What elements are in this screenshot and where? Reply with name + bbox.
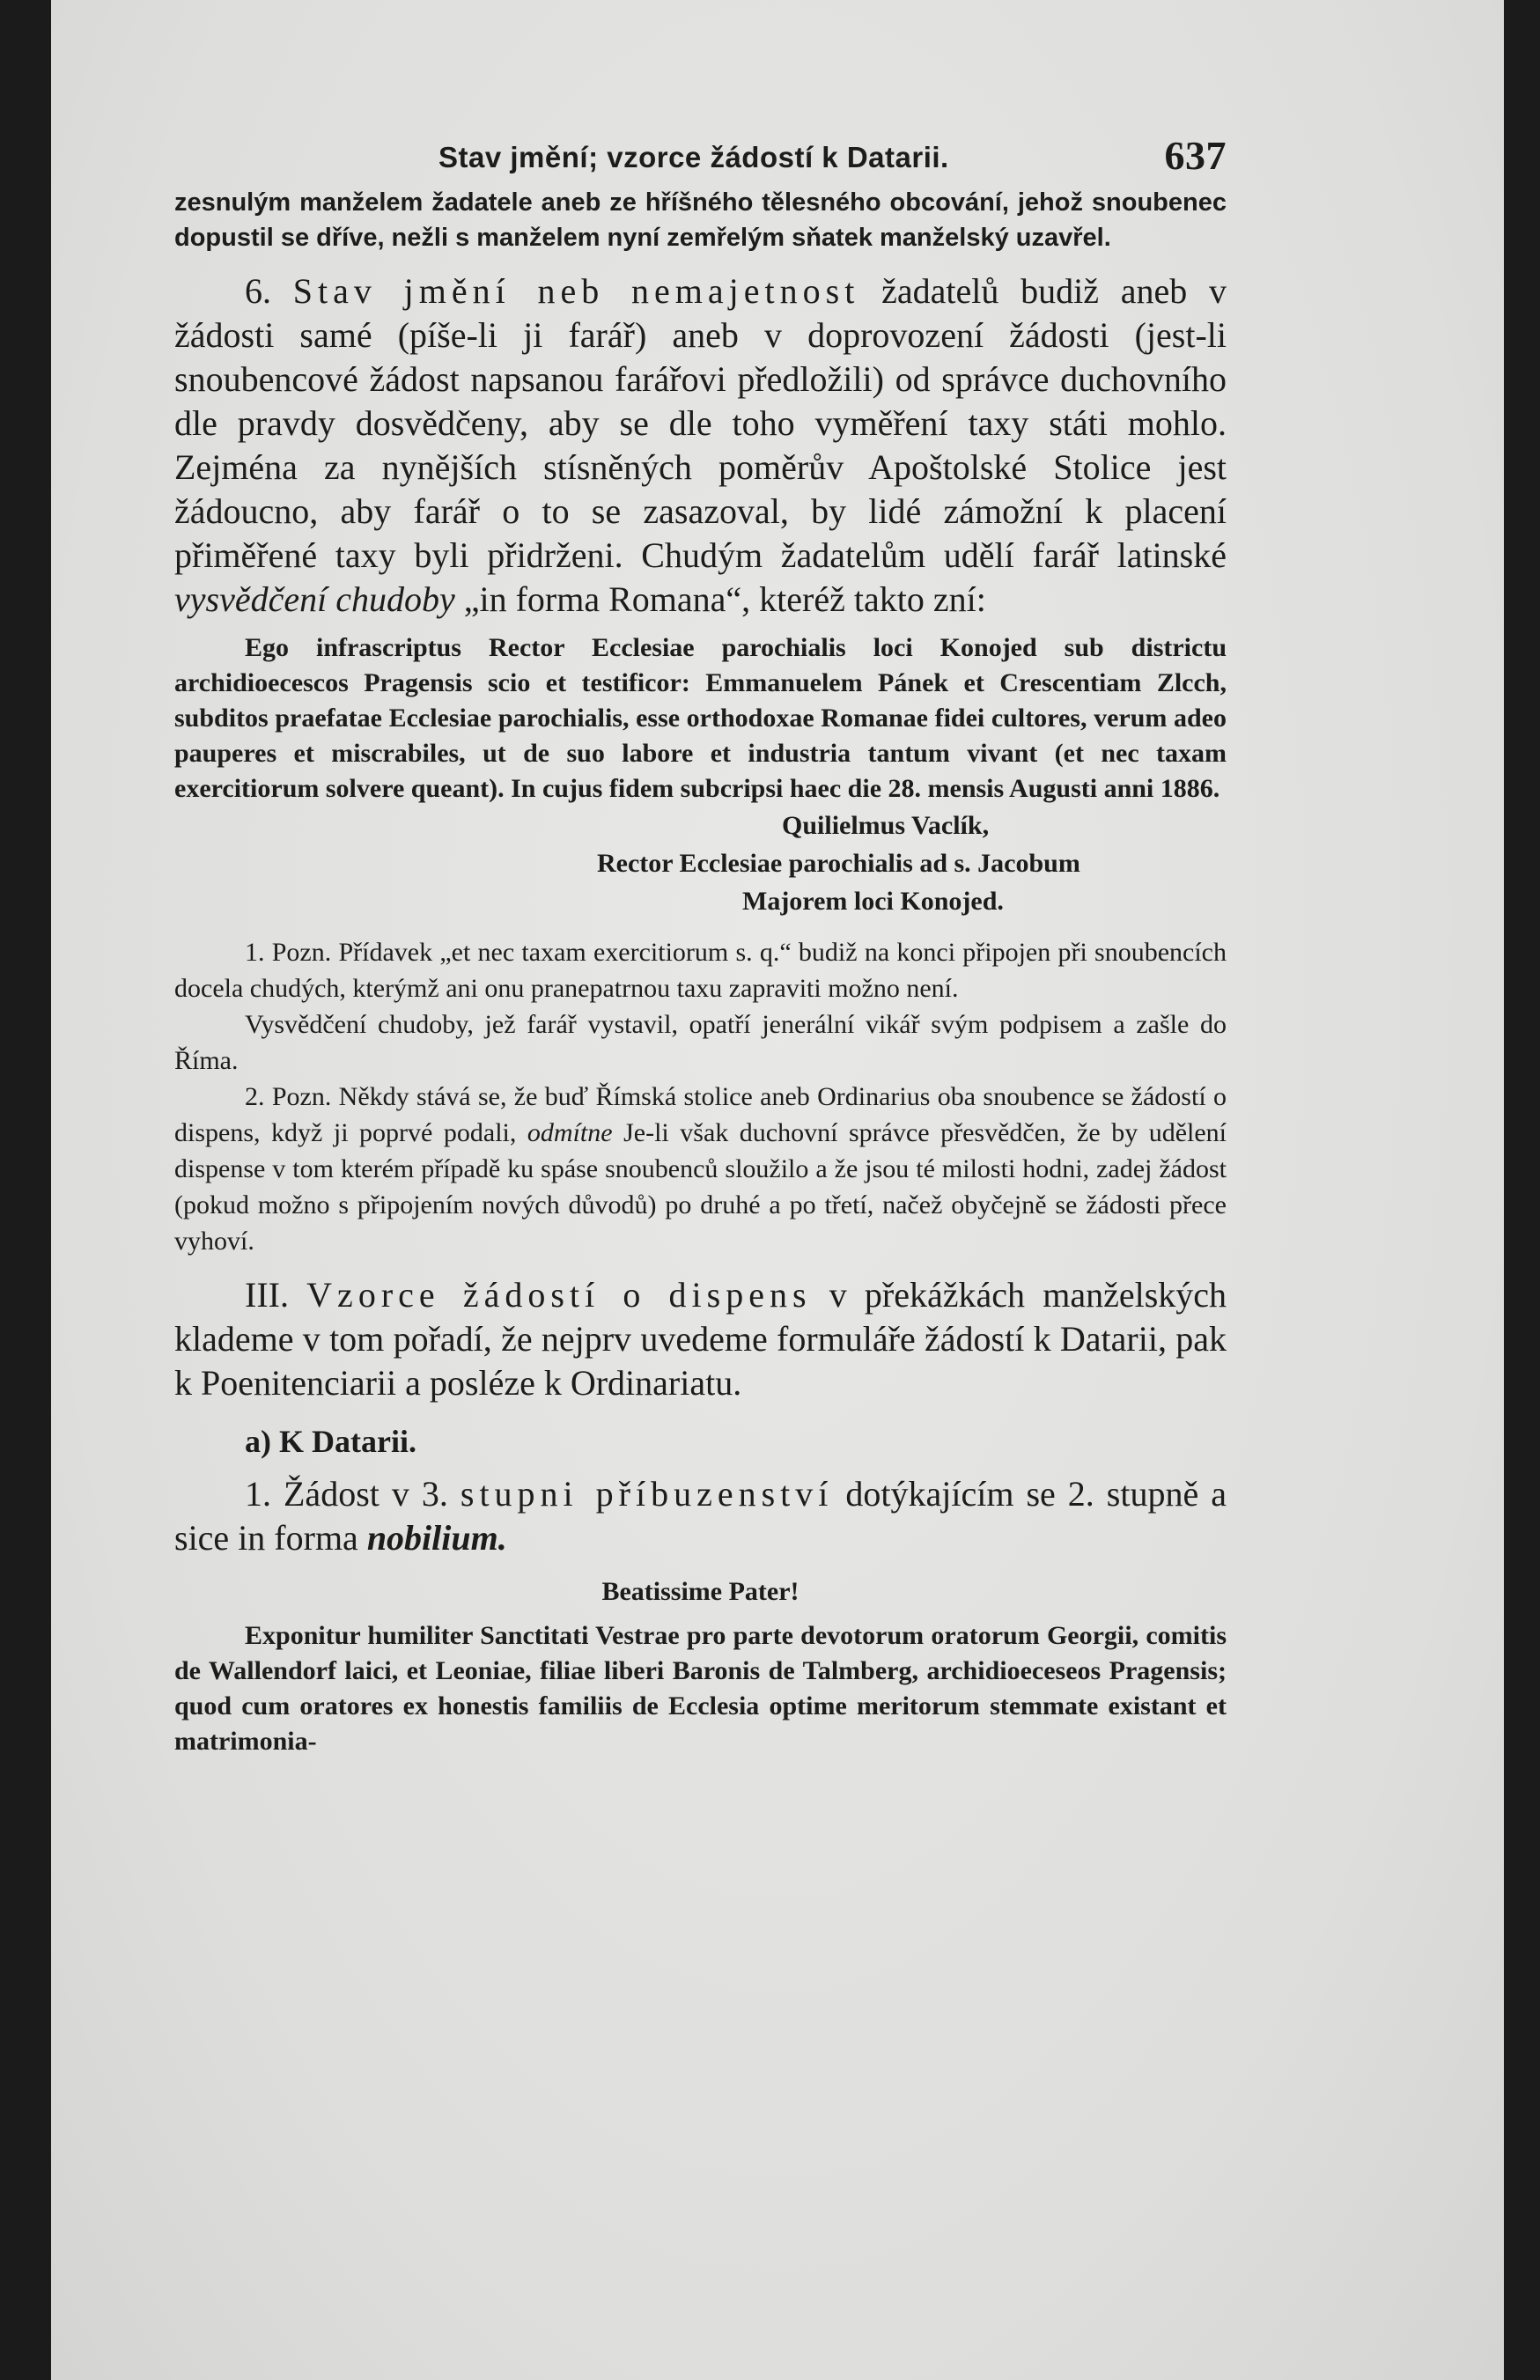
section-3-body: v překážkách manželských klademe v tom pořadí, že nejprv uvedeme formuláře žádostí k Datarii, pak k Poenitenciarii a posléze k Ordinariatu. (174, 1275, 1227, 1403)
section-3-paragraph (174, 1273, 1227, 1405)
signature-title-2: Majorem loci Konojed. (742, 887, 1004, 916)
note-2-italic: odmítne (527, 1118, 613, 1147)
note-1: 1. Pozn. Přídavek „et nec taxam exercitiorum s. q.“ budiž na konci připojen při snoubencích docela chudých, kterýmž ani onu pranepatrnou taxu zapraviti možno není. (174, 938, 1227, 1003)
section-3-numeral: III. (245, 1275, 289, 1315)
running-title: Stav jmění; vzorce žádostí k Datarii. (438, 141, 949, 173)
petition-salutation: Beatissime Pater! (601, 1577, 799, 1606)
note-1b: Vysvědčení chudoby, jež farář vystavil, opatří jenerální vikář svým podpisem a zašle do Říma. (174, 1010, 1227, 1075)
section-3-heading: Vzorce žádostí o dispens (306, 1275, 812, 1315)
section-6-heading: Stav jmění neb nemajetnost (292, 271, 860, 311)
text-area (174, 132, 1227, 1759)
section-6-body-1: žadatelů budiž aneb v žádosti samé (píše-li ji farář) aneb v doprovození žádosti (jest-li snoubencové žádost napsanou farářovi předložili) od správce duchovního dle pravdy dosvědčeny, aby se dle toho vyměření taxy státi mohlo. Zejména za nynějších stísněných poměrův Apoštolské Stolice jest žádoucno, aby farář o to se zasazoval, by lidé zámožní k placení přiměřené taxy byli přidrženi. Chudým žadatelům udělí farář latinské (174, 271, 1227, 575)
page-header (174, 132, 1227, 185)
signature-title-1: Rector Ecclesiae parochialis ad s. Jacobum (597, 849, 1080, 878)
section-6-italic-term: vysvědčení chudoby (174, 579, 455, 619)
page-number: 637 (1164, 133, 1227, 178)
note-2-part-b: Je-li však duchovní správce přesvědčen, že by udělení dispense v tom kterém případě ku spáse snoubenců sloužilo a že jsou té milosti hodni, zadej žádost (pokud možno s připojením nových důvodů) po druhé a po třetí, načež obyčejně se žádosti přece vyhoví. (174, 1118, 1227, 1256)
item-1-heading-part-1: Žádost v 3. (284, 1474, 448, 1514)
subsection-a-label: a) K Datarii. (245, 1424, 416, 1459)
petition-body: Exponitur humiliter Sanctitati Vestrae pro parte devotorum oratorum Georgii, comitis de Wallendorf laici, et Leoniae, filiae liberi Baronis de Talmberg, archidioeceseos Pragensis; quod cum oratores ex honestis familiis de Ecclesia optime meritorum stemmate existant et matrimonia- (174, 1621, 1227, 1756)
note-2 (174, 1079, 1227, 1259)
note-2-part-a: 2. Pozn. Někdy stává se, že buď Římská stolice aneb Ordinarius oba snoubence se žádostí o dispens, když ji poprvé podali, (174, 1082, 1227, 1147)
book-page (51, 0, 1504, 2380)
section-6-body-2: „in forma Romana“, kteréž takto zní: (463, 579, 986, 619)
item-1-number: 1. (245, 1474, 271, 1514)
section-6-number: 6. (245, 271, 271, 311)
item-1-heading-spaced: stupni příbuzenství (460, 1474, 834, 1514)
item-1-heading (174, 1472, 1227, 1560)
latin-certificate: Ego infrascriptus Rector Ecclesiae parochialis loci Konojed sub districtu archidioecescos Pragensis scio et testificor: Emmanuelem Pánek et Crescentiam Zlcch, subditos praefatae Ecclesiae parochialis, esse orthodoxae Romanae fidei cultores, verum adeo pauperes et miscrabiles, ut de suo labore et industria tantum vivant (et nec taxam exercitiorum solvere queant). In cujus fidem subcripsi haec die 28. mensis Augusti anni 1886. (174, 633, 1227, 803)
signature-name: Quilielmus Vaclík, (782, 811, 990, 840)
item-1-heading-part-2: dotýkajícím se 2. stupně a sice in forma (174, 1474, 1227, 1558)
item-1-heading-italic: nobilium. (366, 1518, 507, 1558)
section-6-paragraph (174, 269, 1227, 622)
intro-continuation: zesnulým manželem žadatele aneb ze hříšného tělesného obcování, jehož snoubenec dopustil se dříve, nežli s manželem nyní zemřelým sňatek manželský uzavřel. (174, 188, 1227, 252)
